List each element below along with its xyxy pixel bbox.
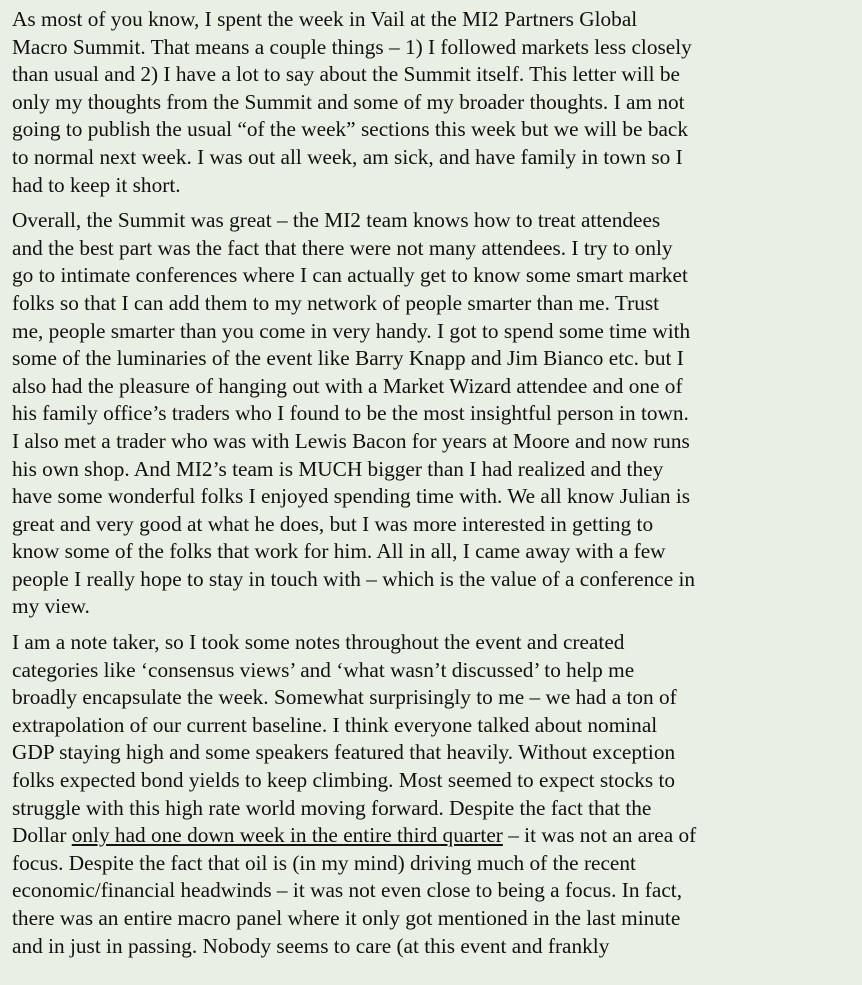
text-line: categories like ‘consensus views’ and ‘what wasn’t discussed’ to help me	[12, 657, 635, 682]
text-line: broadly encapsulate the week. Somewhat surprisingly to me – we had a ton of	[12, 685, 677, 710]
text-line: go to intimate conferences where I can actually get to know some smart market	[12, 263, 688, 288]
paragraph-1	[12, 6, 850, 199]
dollar-weekly-performance-link[interactable]: only had one down week in the entire third quarter	[71, 823, 503, 848]
text-line: economic/financial headwinds – it was not even close to being a focus. In fact,	[12, 878, 683, 903]
text-line: have some wonderful folks I enjoyed spending time with. We all know Julian is	[12, 484, 691, 509]
text-line: extrapolation of our current baseline. I think everyone talked about nominal	[12, 712, 658, 737]
text-line: folks so that I can add them to my network of people smarter than me. Trust	[12, 290, 660, 315]
text-line: As most of you know, I spent the week in Vail at the MI2 Partners Global	[12, 7, 638, 31]
text-line: than usual and 2) I have a lot to say about the Summit itself. This letter will be	[12, 62, 680, 87]
text-line: going to publish the usual “of the week” sections this week but we will be back	[12, 117, 689, 142]
text-line: folks expected bond yields to keep climbing. Most seemed to expect stocks to	[12, 768, 676, 793]
text-line: his own shop. And MI2’s team is MUCH bigger than I had realized and they	[12, 456, 664, 481]
text-line: know some of the folks that work for him. All in all, I came away with a few	[12, 539, 666, 564]
text-line: also had the pleasure of hanging out with a Market Wizard attendee and one of	[12, 373, 683, 398]
text-line: there was an entire macro panel where it only got mentioned in the last minute	[12, 906, 681, 930]
link-suffix-text: – it was not an area of	[502, 823, 697, 848]
text-line: I also met a trader who was with Lewis Bacon for years at Moore and now runs	[12, 428, 690, 453]
text-line: Overall, the Summit was great – the MI2 team knows how to treat attendees	[12, 208, 661, 233]
link-prefix-text: Dollar	[12, 823, 72, 848]
text-line: and the best part was the fact that there were not many attendees. I try to only	[12, 235, 673, 260]
text-line: to normal next week. I was out all week, am sick, and have family in town so I	[12, 144, 683, 169]
text-line: his family office’s traders who I found to be the most insightful person in town.	[12, 401, 689, 426]
text-line: and in just in passing. Nobody seems to care (at this event and frankly	[12, 933, 610, 958]
paragraph-3	[12, 629, 850, 960]
text-line: great and very good at what he does, but I was more interested in getting to	[12, 511, 654, 536]
text-line: had to keep it short.	[12, 172, 181, 197]
text-line: my view.	[12, 594, 90, 619]
text-line: I am a note taker, so I took some notes throughout the event and created	[12, 630, 625, 655]
text-line: focus. Despite the fact that oil is (in my mind) driving much of the recent	[12, 850, 636, 875]
text-line: me, people smarter than you come in very handy. I got to spend some time with	[12, 318, 691, 343]
text-line: GDP staying high and some speakers featured that heavily. Without exception	[12, 740, 676, 765]
text-line: struggle with this high rate world moving forward. Despite the fact that the	[12, 795, 652, 820]
text-line: people I really hope to stay in touch with – which is the value of a conference in	[12, 566, 696, 591]
paragraph-2	[12, 207, 850, 621]
text-line: only my thoughts from the Summit and some of my broader thoughts. I am not	[12, 89, 685, 114]
text-line: Macro Summit. That means a couple things – 1) I followed markets less closely	[12, 34, 692, 59]
text-line: some of the luminaries of the event like Barry Knapp and Jim Bianco etc. but I	[12, 346, 684, 371]
text-line-with-link	[12, 822, 850, 850]
